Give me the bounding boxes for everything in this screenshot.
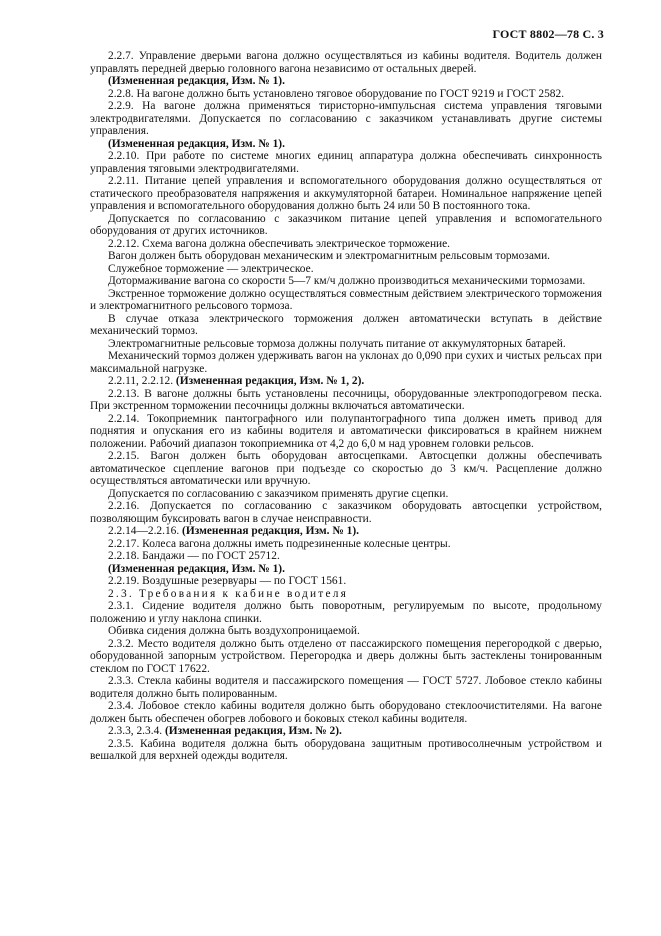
paragraph-text: (Измененная редакция, Изм. № 1). bbox=[108, 75, 285, 87]
amendment-note: (Измененная редакция, Изм. № 1). bbox=[182, 525, 359, 537]
paragraph bbox=[90, 350, 602, 375]
paragraph bbox=[90, 100, 602, 138]
paragraph-text: 2.2.14—2.2.16. bbox=[108, 525, 183, 537]
paragraph-text: Электромагнитные рельсовые тормоза должны получать питание от аккумуляторных батарей. bbox=[108, 337, 566, 350]
paragraph-text: 2.3.3. Стекла кабины водителя и пассажирского помещения — ГОСТ 5727. Лобовое стекло кабины водителя должно быть полированным. bbox=[90, 675, 602, 700]
paragraph bbox=[90, 738, 602, 763]
paragraph bbox=[90, 450, 602, 488]
paragraph-text: 2.3.3, 2.3.4. bbox=[108, 725, 165, 737]
paragraph bbox=[90, 288, 602, 313]
paragraph-text: 2.3.4. Лобовое стекло кабины водителя должно быть оборудовано стеклоочистителями. На вагоне должен быть обеспечен обогрев лобового и боковых стекол кабины водителя. bbox=[90, 700, 602, 725]
paragraph bbox=[90, 638, 602, 676]
paragraph-text: 2.2.14. Токоприемник пантографного или полупантографного типа должен иметь привод для поднятия и опускания его из кабины водителя и автоматически фиксироваться в крайнем нижнем положении. Рабочий диапазон токоприемника от 4,2 до 6,0 м над уровнем головки рельсов. bbox=[90, 412, 602, 450]
paragraph bbox=[90, 263, 602, 276]
paragraph-text: 2.2.12. Схема вагона должна обеспечивать электрическое торможение. bbox=[108, 237, 451, 250]
paragraph-text: Вагон должен быть оборудован механическим и электромагнитным рельсовым тормозами. bbox=[108, 250, 551, 262]
paragraph bbox=[90, 625, 602, 638]
paragraph bbox=[90, 275, 602, 288]
paragraph bbox=[90, 88, 602, 101]
paragraph-text: 2.2.16. Допускается по согласованию с заказчиком оборудовать автосцепки устройством, позволяющим буксировать вагон в случае неисправности. bbox=[90, 500, 602, 525]
amendment-note bbox=[90, 75, 602, 88]
paragraph bbox=[90, 150, 602, 175]
paragraph-text: 2.3. Требования к кабине водителя bbox=[108, 587, 349, 600]
paragraph bbox=[90, 338, 602, 351]
paragraph-text: 2.2.15. Вагон должен быть оборудован автосцепками. Автосцепки должны обеспечивать автоматическое сцепление вагонов при подъезде со скоростью до 3 км/ч. Расцепление должно осуществляться автоматически или вручную. bbox=[90, 450, 602, 487]
paragraph bbox=[90, 375, 602, 388]
paragraph bbox=[90, 550, 602, 563]
paragraph-text: 2.3.5. Кабина водителя должна быть оборудована защитным противосолнечным устройством и вешалкой для верхней одежды водителя. bbox=[90, 737, 602, 762]
paragraph-text: В случае отказа электрического торможения должен автоматически вступать в действие механический тормоз. bbox=[90, 312, 602, 337]
paragraph-text: Дотормаживание вагона со скорости 5—7 км/ч должно производиться механическими тормозами. bbox=[108, 275, 586, 287]
paragraph-text: 2.2.18. Бандажи — по ГОСТ 25712. bbox=[108, 550, 280, 562]
paragraph bbox=[90, 538, 602, 551]
paragraph-text: 2.2.19. Воздушные резервуары — по ГОСТ 1561. bbox=[108, 575, 347, 587]
page-header: ГОСТ 8802—78 С. 3 bbox=[492, 27, 604, 41]
paragraph-text: (Измененная редакция, Изм. № 1). bbox=[108, 562, 285, 575]
paragraph bbox=[90, 388, 602, 413]
amendment-note: (Измененная редакция, Изм. № 1, 2). bbox=[175, 375, 365, 387]
paragraph bbox=[90, 488, 602, 501]
paragraph bbox=[90, 675, 602, 700]
paragraph-text: Экстренное торможение должно осуществляться совместным действием электрического торможения и электромагнитного рельсового тормоза. bbox=[90, 287, 602, 312]
paragraph-text: Механический тормоз должен удерживать вагон на уклонах до 0,090 при сухих и чистых рельсах при максимальной нагрузке. bbox=[90, 350, 602, 375]
paragraph bbox=[90, 575, 602, 588]
paragraph-text: 2.2.11. Питание цепей управления и вспомогательного оборудования должно осуществляться от статического преобразователя напряжения и аккумуляторной батареи. Номинальное напряжение цепей управления и вспомогательного оборудования должно быть 24 или 50 В постоянного тока. bbox=[90, 175, 602, 212]
paragraph bbox=[90, 500, 602, 525]
paragraph bbox=[90, 238, 602, 251]
paragraph-text: Служебное торможение — электрическое. bbox=[108, 262, 314, 275]
paragraph bbox=[90, 213, 602, 238]
paragraph-text: 2.2.11, 2.2.12. bbox=[108, 375, 176, 387]
paragraph-text: Обивка сидения должна быть воздухопроницаемой. bbox=[108, 625, 360, 637]
paragraph-text: 2.2.7. Управление дверьми вагона должно осуществляться из кабины водителя. Водитель должен управлять передней дверью головного вагона независимо от остальных дверей. bbox=[90, 50, 602, 75]
paragraph bbox=[90, 600, 602, 625]
paragraph-text: 2.2.17. Колеса вагона должны иметь подрезиненные колесные центры. bbox=[108, 537, 451, 550]
paragraph bbox=[90, 50, 602, 75]
paragraph bbox=[90, 525, 602, 538]
amendment-note bbox=[90, 563, 602, 576]
paragraph-text: 2.3.1. Сидение водителя должно быть поворотным, регулируемым по высоте, продольному положению и углу наклона спинки. bbox=[90, 600, 602, 625]
paragraph-text: (Измененная редакция, Изм. № 1). bbox=[108, 137, 285, 150]
section-heading bbox=[90, 588, 602, 601]
paragraph bbox=[90, 700, 602, 725]
paragraph-text: Допускается по согласованию с заказчиком питание цепей управления и вспомогательного оборудования от других источников. bbox=[90, 212, 602, 237]
paragraph bbox=[90, 725, 602, 738]
paragraph bbox=[90, 413, 602, 451]
paragraph-text: 2.2.10. При работе по системе многих единиц аппаратура должна обеспечивать синхронность управления тяговыми электродвигателями. bbox=[90, 150, 602, 175]
paragraph-text: 2.3.2. Место водителя должно быть отделено от пассажирского помещения перегородкой с дверью, оборудованной запорным устройством. Перегородка и дверь должны быть застеклены тонированным стеклом по ГОСТ 17622. bbox=[90, 637, 602, 675]
amendment-note bbox=[90, 138, 602, 151]
paragraph-text: 2.2.8. На вагоне должно быть установлено тяговое оборудование по ГОСТ 9219 и ГОСТ 2582. bbox=[108, 87, 565, 100]
paragraph bbox=[90, 250, 602, 263]
amendment-note: (Измененная редакция, Изм. № 2). bbox=[164, 725, 342, 737]
paragraph-text: Допускается по согласованию с заказчиком применять другие сцепки. bbox=[108, 487, 449, 500]
paragraph bbox=[90, 313, 602, 338]
paragraph bbox=[90, 175, 602, 213]
document-body bbox=[90, 50, 602, 763]
paragraph-text: 2.2.9. На вагоне должна применяться тиристорно-импульсная система управления тяговыми электродвигателями. Допускается по согласованию с заказчиком устанавливать другие системы управления. bbox=[90, 100, 602, 137]
paragraph-text: 2.2.13. В вагоне должны быть установлены песочницы, оборудованные электроподогревом песка. При экстренном торможении песочницы должны включаться автоматически. bbox=[90, 387, 602, 412]
